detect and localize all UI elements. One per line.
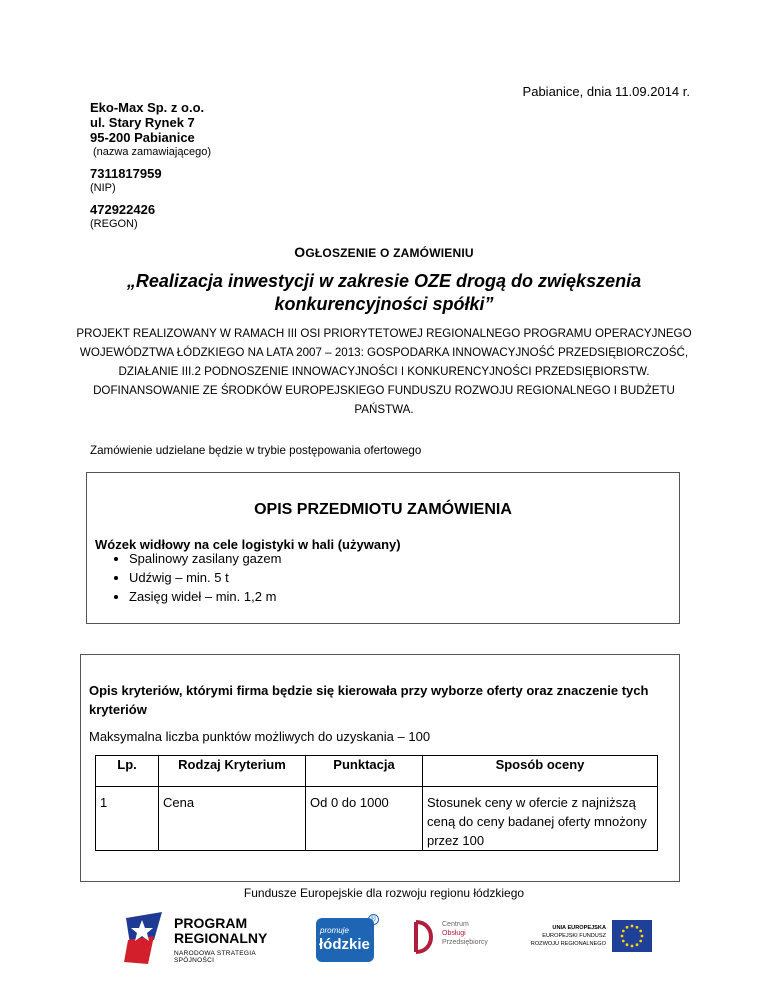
- table-header-row: [96, 756, 658, 787]
- criteria-table: [95, 755, 658, 851]
- nip-value: 7311817959: [90, 166, 162, 181]
- list-item: • Spalinowy zasilany gazem: [129, 549, 281, 568]
- cop-line3: Przedsiębiorcy: [442, 939, 488, 946]
- cop-emblem-icon: [412, 920, 438, 954]
- cop-line1: Centrum: [442, 921, 469, 928]
- table-cell: Stosunek ceny w ofercie z najniższą ceną do ceny badanej oferty mnożony przez 100: [423, 787, 658, 851]
- column-header: Sposób oceny: [423, 756, 658, 787]
- notice-heading-rest: GŁOSZENIE O ZAMÓWIENIU: [305, 246, 474, 260]
- subject-heading: OPIS PRZEDMIOTU ZAMÓWIENIA: [254, 501, 512, 518]
- program-line1: PROGRAM: [174, 915, 248, 931]
- criteria-heading: Opis kryteriów, którymi firma będzie się kierowała przy wyborze oferty oraz znaczenie tych kryteriów: [89, 683, 649, 717]
- cop-logo: [412, 916, 492, 962]
- cop-line2: Obsługi: [442, 930, 466, 937]
- contracting-party: [90, 100, 211, 232]
- subject-subheading: Wózek widłowy na cele logistyki w hali (używany): [95, 537, 401, 552]
- promuje-lodzkie-logo: [316, 914, 378, 964]
- column-header: Punktacja: [306, 756, 423, 787]
- project-description: PROJEKT REALIZOWANY W RAMACH III OSI PRIORYTETOWEJ REGIONALNEGO PROGRAMU OPERACYJNEGO WOJEWÓDZTWA ŁÓDZKIEGO NA LATA 2007 – 2013: GOSPODARKA INNOWACYJNOŚĆ PRZEDSIĘBIORCZOŚĆ, DZIAŁANIE III.2 PODNOSZENIE INNOWACYJNOŚCI I KONKURENCYJNOŚCI PRZEDSIĘBIORSTW. DOFINANSOWANIE ZE ŚRODKÓW EUROPEJSKIEGO FUNDUSZU ROZWOJU REGIONALNEGO I BUDŻETU PAŃSTWA.: [76, 327, 692, 416]
- company-note: (nazwa zamawiającego): [93, 146, 211, 158]
- company-city: 95-200 Pabianice: [90, 130, 195, 145]
- logo-row: [124, 906, 654, 976]
- company-name: Eko-Max Sp. z o.o.: [90, 100, 205, 115]
- notice-heading: [0, 244, 768, 260]
- registered-icon: ®: [368, 914, 379, 925]
- lodzkie-small: promuje: [320, 926, 349, 935]
- eu-line2: EUROPEJSKI FUNDUSZ: [542, 933, 606, 939]
- table-row: [96, 787, 658, 851]
- subject-description-box: [86, 472, 680, 624]
- program-line2: REGIONALNY: [174, 930, 268, 946]
- program-sub: NARODOWA STRATEGIA SPÓJNOŚCI: [174, 950, 256, 964]
- company-street: ul. Stary Rynek 7: [90, 115, 195, 130]
- document-date: Pabianice, dnia 11.09.2014 r.: [522, 84, 690, 99]
- regon-value: 472922426: [90, 202, 156, 217]
- notice-heading-initial: O: [294, 244, 306, 260]
- table-cell: Od 0 do 1000: [306, 787, 423, 851]
- procedure-mode: Zamówienie udzielane będzie w trybie postępowania ofertowego: [90, 444, 422, 457]
- max-points: Maksymalna liczba punktów możliwych do uzyskania – 100: [89, 729, 431, 744]
- criteria-box: [80, 654, 680, 882]
- program-regionalny-logo: [124, 910, 294, 970]
- eu-flag-icon: [612, 920, 652, 952]
- column-header: Lp.: [96, 756, 159, 787]
- eu-logo: [510, 920, 654, 960]
- list-item: • Zasięg wideł – min. 1,2 m: [129, 587, 281, 606]
- column-header: Rodzaj Kryterium: [159, 756, 306, 787]
- notice-title: „Realizacja inwestycji w zakresie OZE drogą do zwiększenia konkurencyjności spółki”: [126, 271, 642, 314]
- eu-line3: ROZWOJU REGIONALNEGO: [530, 941, 606, 947]
- table-cell: 1: [96, 787, 159, 851]
- table-cell: Cena: [159, 787, 306, 851]
- subject-list: [95, 549, 281, 606]
- regon-label: (REGON): [90, 218, 138, 230]
- lodzkie-big: łódzkie: [319, 936, 370, 953]
- nip-label: (NIP): [90, 182, 116, 194]
- list-item: • Udźwig – min. 5 t: [129, 568, 281, 587]
- eu-line1: UNIA EUROPEJSKA: [552, 925, 606, 931]
- footer-note: Fundusze Europejskie dla rozwoju regionu łódzkiego: [243, 886, 525, 900]
- program-regionalny-emblem-icon: [124, 910, 168, 966]
